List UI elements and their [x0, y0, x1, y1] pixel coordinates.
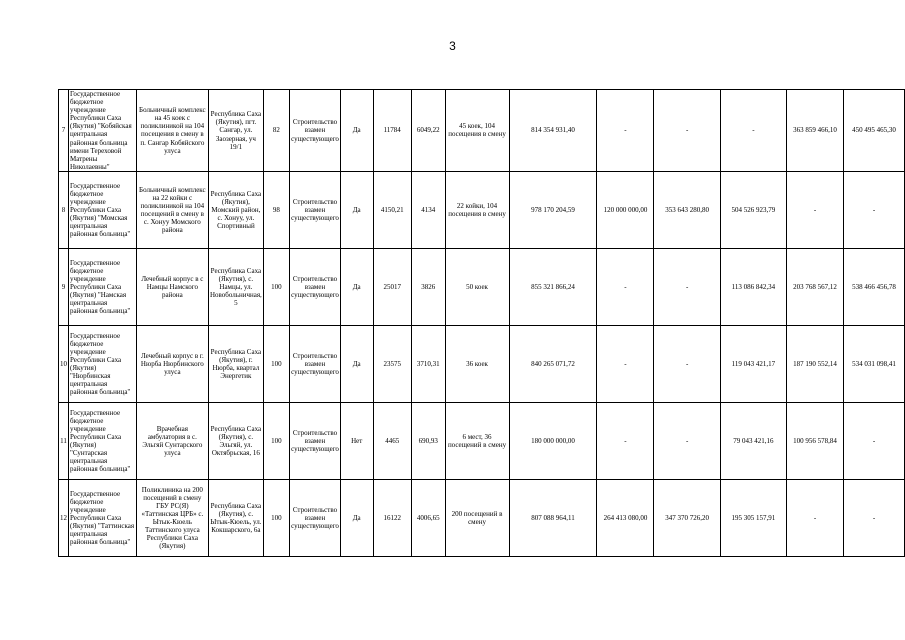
funding-year-2-text: - [685, 436, 689, 445]
funding-year-5 [844, 325, 905, 402]
institution-name [69, 479, 137, 556]
flag-cell-text: Да [352, 126, 361, 135]
funding-year-4 [787, 325, 844, 402]
table-row [59, 402, 905, 479]
funding-year-2 [654, 479, 720, 556]
funding-year-4 [787, 90, 844, 172]
object-name [136, 248, 208, 325]
funding-year-3 [720, 325, 786, 402]
building-area-text: 6049,22 [416, 126, 440, 135]
funding-year-4 [787, 171, 844, 248]
object-name [136, 171, 208, 248]
funding-year-3 [720, 90, 786, 172]
object-name-text: Поликлиника на 200 посещений в смену ГБУ РС(Я) «Таттинская ЦРБ» с. Ытык-Кюель Таттинского улуса Республики Саха (Якутия) [141, 485, 204, 551]
construction-type [290, 479, 341, 556]
flag-cell-text: Да [352, 282, 361, 291]
address [208, 402, 263, 479]
building-area [411, 248, 445, 325]
row-number-text: 9 [61, 282, 66, 291]
total-cost [509, 402, 597, 479]
capacity-text: 45 коек, 104 посещения в смену [448, 122, 506, 139]
flag-cell-text: Да [352, 205, 361, 214]
institution-name [69, 171, 137, 248]
total-cost [509, 90, 597, 172]
address-text: Республика Саха (Якутия), с. Ытык-Кюель, ул. Кокшарского, 6а [210, 501, 262, 535]
land-area-text: 4465 [385, 436, 400, 445]
table-row [59, 90, 905, 172]
total-cost-text: 807 088 964,11 [531, 513, 575, 522]
funding-year-5 [844, 171, 905, 248]
funding-year-4-text: 363 859 466,10 [793, 126, 837, 135]
building-area-text: 690,93 [418, 436, 438, 445]
total-cost [509, 325, 597, 402]
funding-year-3 [720, 402, 786, 479]
funding-year-1 [597, 90, 654, 172]
funding-year-2 [654, 171, 720, 248]
funding-year-2 [654, 402, 720, 479]
land-area [373, 171, 411, 248]
institution-name-text: Государственное бюджетное учреждение Республики Саха (Якутия) "Сунтарская центральная районная больница" [70, 408, 131, 474]
readiness-percent-text: 82 [272, 126, 280, 135]
object-name [136, 479, 208, 556]
funding-year-1 [597, 479, 654, 556]
construction-type-text: Строительство взамен существующего [291, 274, 339, 299]
object-name-text: Лечебный корпус в с Намцы Намского района [141, 274, 204, 299]
funding-year-4 [787, 248, 844, 325]
row-number [59, 479, 69, 556]
flag-cell [340, 479, 373, 556]
readiness-percent-text: 98 [272, 205, 280, 214]
object-name-text: Больничный комплекс на 45 коек с поликлиникой на 104 посещения в смену в п. Сангар Кобяйского улуса [139, 106, 206, 155]
address [208, 90, 263, 172]
readiness-percent [263, 402, 289, 479]
funding-year-2 [654, 325, 720, 402]
readiness-percent [263, 171, 289, 248]
address-text: Республика Саха (Якутия), г. Нюрба, квартал Энергетик [210, 347, 262, 381]
building-area-text: 3826 [421, 282, 436, 291]
funding-year-4-text: - [813, 205, 817, 214]
funding-year-2-text: - [685, 126, 689, 135]
land-area-text: 16122 [383, 513, 401, 522]
building-area [411, 325, 445, 402]
address [208, 171, 263, 248]
object-name-text: Лечебный корпус в г. Нюрба Нюрбинского улуса [140, 351, 204, 376]
row-number-text: 10 [60, 359, 67, 368]
flag-cell-text: Да [352, 359, 361, 368]
row-number [59, 171, 69, 248]
land-area [373, 402, 411, 479]
flag-cell-text: Да [352, 513, 361, 522]
institution-name-text: Государственное бюджетное учреждение Республики Саха (Якутия) "Намская центральная районная больница" [70, 258, 131, 316]
institution-name [69, 402, 137, 479]
construction-type [290, 325, 341, 402]
funding-year-1 [597, 402, 654, 479]
funding-year-3-text: 504 526 923,79 [731, 205, 776, 214]
land-area-text: 11784 [383, 126, 401, 135]
funding-year-5 [844, 402, 905, 479]
capacity [445, 90, 509, 172]
funding-year-3-text: 113 086 842,34 [731, 282, 776, 291]
funding-year-2-text: - [685, 282, 689, 291]
flag-cell [340, 325, 373, 402]
building-area [411, 171, 445, 248]
total-cost-text: 978 170 204,59 [531, 205, 575, 214]
funding-year-1 [597, 171, 654, 248]
table-row [59, 479, 905, 556]
total-cost [509, 171, 597, 248]
construction-type-text: Строительство взамен существующего [291, 428, 339, 453]
building-area-text: 4134 [421, 205, 436, 214]
readiness-percent-text: 100 [271, 436, 282, 445]
funding-year-5 [844, 248, 905, 325]
construction-type-text: Строительство взамен существующего [291, 505, 339, 530]
table-row [59, 171, 905, 248]
row-number-text: 11 [60, 436, 67, 445]
capacity-text: 200 посещений в смену [451, 509, 503, 526]
funding-year-4 [787, 402, 844, 479]
land-area [373, 479, 411, 556]
table-row [59, 325, 905, 402]
readiness-percent-text: 100 [271, 513, 282, 522]
funding-year-3-text: - [752, 126, 755, 135]
object-name [136, 402, 208, 479]
flag-cell [340, 90, 373, 172]
readiness-percent-text: 100 [271, 282, 282, 291]
flag-cell [340, 171, 373, 248]
land-area [373, 90, 411, 172]
funding-year-4 [787, 479, 844, 556]
building-area-text: 3710,31 [416, 359, 440, 368]
funding-year-2-text: - [685, 359, 689, 368]
address-text: Республика Саха (Якутия), с. Эльгяй, ул. Октябрьская, 16 [210, 424, 262, 458]
funding-year-3-text: 119 043 421,17 [731, 359, 776, 368]
capacity [445, 325, 509, 402]
funding-year-1 [597, 248, 654, 325]
construction-type [290, 90, 341, 172]
funding-year-5-text: 534 031 098,41 [852, 359, 896, 368]
flag-cell [340, 402, 373, 479]
funding-year-1-text: - [624, 359, 627, 368]
funding-year-5 [844, 479, 905, 556]
institution-name [69, 248, 137, 325]
land-area [373, 325, 411, 402]
funding-year-1 [597, 325, 654, 402]
total-cost-text: 814 354 931,40 [531, 126, 575, 135]
row-number [59, 402, 69, 479]
institution-name-text: Государственное бюджетное учреждение Республики Саха (Якутия) "Таттинская центральная районная больница" [70, 489, 135, 547]
address-text: Республика Саха (Якутия), с. Намцы, ул. Новобольничная, 5 [209, 266, 262, 308]
row-number-text: 7 [61, 126, 66, 135]
institution-name-text: Государственное бюджетное учреждение Республики Саха (Якутия) "Момская центральная районная больница" [70, 181, 131, 239]
funding-year-3 [720, 479, 786, 556]
funding-year-1-text: 120 000 000,00 [603, 205, 648, 214]
readiness-percent [263, 90, 289, 172]
funding-year-4-text: 203 768 567,12 [793, 282, 837, 291]
row-number [59, 325, 69, 402]
funding-year-2-text: 353 643 280,80 [665, 205, 709, 214]
funding-year-5-text: 450 495 465,30 [852, 126, 896, 135]
construction-type [290, 248, 341, 325]
funding-year-5-text: - [872, 205, 876, 214]
capacity [445, 479, 509, 556]
funding-year-1-text: 264 413 080,00 [603, 513, 648, 522]
object-name [136, 325, 208, 402]
institution-name-text: Государственное бюджетное учреждение Республики Саха (Якутия) "Нюрбинская центральная районная больница" [70, 331, 131, 397]
funding-year-4-text: 100 956 578,84 [793, 436, 837, 445]
object-name [136, 90, 208, 172]
funding-year-4-text: 187 190 552,14 [793, 359, 837, 368]
building-area [411, 90, 445, 172]
funding-year-1-text: - [624, 126, 627, 135]
institution-name-text: Государственное бюджетное учреждение Республики Саха (Якутия) "Кобяйская центральная районная больница имени Тереховой Матрены Николаевны" [70, 90, 132, 171]
construction-type-text: Строительство взамен существующего [291, 351, 339, 376]
capacity-text: 6 мест, 36 посещений в смену [447, 432, 507, 449]
capacity-text: 36 коек [466, 359, 488, 368]
funding-year-3-text: 79 043 421,16 [733, 436, 774, 445]
readiness-percent [263, 325, 289, 402]
funding-year-3 [720, 248, 786, 325]
address [208, 479, 263, 556]
row-number [59, 248, 69, 325]
total-cost-text: 840 265 071,72 [531, 359, 575, 368]
address [208, 325, 263, 402]
land-area-text: 25017 [383, 282, 401, 291]
total-cost-text: 180 000 000,00 [531, 436, 575, 445]
construction-type [290, 402, 341, 479]
funding-year-2-text: 347 370 726,20 [665, 513, 709, 522]
address-text: Республика Саха (Якутия), Момский район, с. Хонуу, ул. Спортивный [210, 189, 262, 231]
total-cost [509, 479, 597, 556]
land-area-text: 4150,21 [380, 205, 404, 214]
land-area [373, 248, 411, 325]
address [208, 248, 263, 325]
funding-year-5 [844, 90, 905, 172]
readiness-percent-text: 100 [271, 359, 282, 368]
funding-year-3-text: 195 305 157,91 [731, 513, 776, 522]
page-number: 3 [449, 39, 456, 53]
capacity [445, 402, 509, 479]
total-cost-text: 855 321 866,24 [531, 282, 575, 291]
facilities-table [58, 89, 905, 557]
funding-year-5-text: 538 466 456,78 [852, 282, 896, 291]
capacity-text: 22 койки, 104 посещения в смену [448, 201, 506, 218]
institution-name [69, 90, 137, 172]
readiness-percent [263, 248, 289, 325]
capacity [445, 171, 509, 248]
flag-cell-text: Нет [351, 436, 363, 445]
total-cost [509, 248, 597, 325]
building-area-text: 4006,65 [416, 513, 440, 522]
building-area [411, 402, 445, 479]
construction-type [290, 171, 341, 248]
object-name-text: Врачебная амбулатория в с. Эльгяй Сунтарского улуса [142, 424, 203, 458]
funding-year-2 [654, 248, 720, 325]
funding-year-1-text: - [624, 436, 627, 445]
row-number [59, 90, 69, 172]
flag-cell [340, 248, 373, 325]
row-number-text: 12 [60, 513, 67, 522]
funding-year-2 [654, 90, 720, 172]
construction-type-text: Строительство взамен существующего [291, 118, 339, 143]
readiness-percent [263, 479, 289, 556]
row-number-text: 8 [61, 205, 66, 214]
table-row [59, 248, 905, 325]
address-text: Республика Саха (Якутия), пгт. Сангар, ул. Заозерная, уч 19/1 [210, 110, 262, 151]
funding-year-3 [720, 171, 786, 248]
building-area [411, 479, 445, 556]
object-name-text: Больничный комплекс на 22 койки с поликлиникой на 104 посещений в смену в с. Хонуу Момского района [139, 185, 206, 235]
institution-name [69, 325, 137, 402]
construction-type-text: Строительство взамен существующего [291, 197, 339, 222]
funding-year-5-text: - [872, 436, 876, 445]
capacity-text: 50 коек [466, 282, 488, 291]
funding-year-1-text: - [624, 282, 627, 291]
capacity [445, 248, 509, 325]
funding-year-4-text: - [813, 513, 817, 522]
funding-year-5-text: - [872, 513, 876, 522]
land-area-text: 23575 [383, 359, 401, 368]
